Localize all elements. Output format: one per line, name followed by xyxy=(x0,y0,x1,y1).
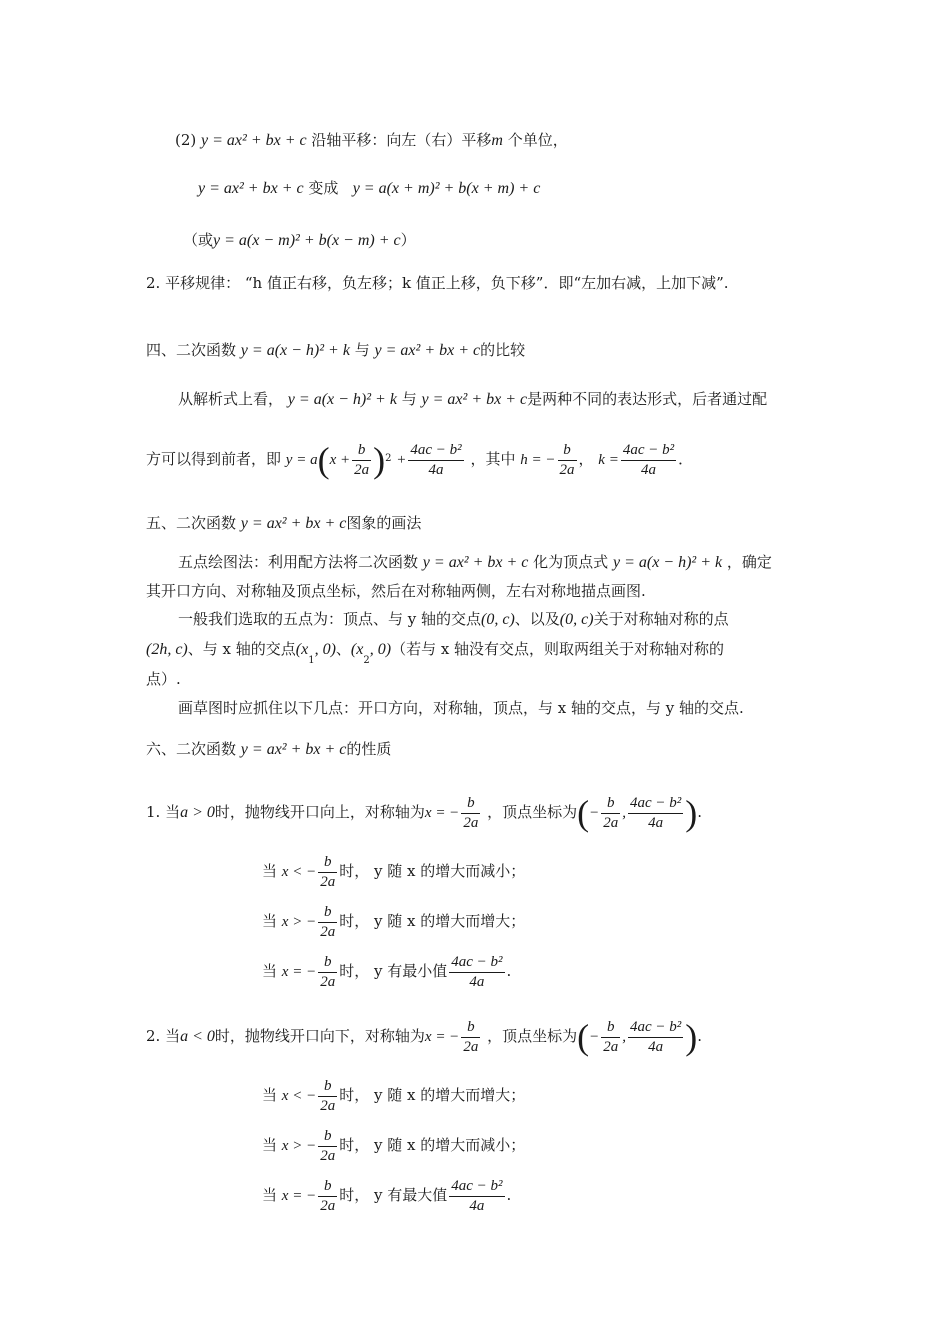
den: 2a xyxy=(559,461,575,478)
fraction xyxy=(318,953,337,992)
property-2-c xyxy=(262,1172,511,1218)
text: 当 xyxy=(262,862,278,880)
fraction xyxy=(318,903,337,942)
text: ，顶点坐标为 xyxy=(487,803,578,821)
num: 4ac − b² xyxy=(629,1018,682,1035)
property-2-a xyxy=(262,1072,525,1118)
formula: x = − xyxy=(281,964,317,980)
text: 当 xyxy=(262,1186,278,1204)
formula: x = − xyxy=(424,805,460,821)
text: ） xyxy=(400,231,416,249)
condition: a > 0 xyxy=(180,804,215,821)
den: 2a xyxy=(320,973,336,990)
text: ，其中 xyxy=(470,450,516,468)
property-2 xyxy=(146,1011,702,1061)
fraction-min xyxy=(449,953,504,992)
text: 时， xyxy=(339,1186,370,1204)
section-4-para-2 xyxy=(146,434,693,484)
section-4-para-1 xyxy=(178,389,767,410)
shift-rule-line xyxy=(175,130,568,151)
paren: ) xyxy=(685,1017,698,1057)
fraction xyxy=(318,1077,337,1116)
fraction xyxy=(318,1177,337,1216)
formula: x < − xyxy=(281,864,317,880)
formula: x < − xyxy=(281,1088,317,1104)
point: (0, c) xyxy=(481,611,515,628)
text: 、以及 xyxy=(514,610,560,628)
num: 4ac − b² xyxy=(451,953,503,970)
den: 2a xyxy=(603,1038,619,1055)
fraction-vy xyxy=(628,1018,683,1057)
num: b xyxy=(606,1018,615,1035)
text: y 随 x 的增大而减小； xyxy=(374,1136,526,1154)
section-5-para-3 xyxy=(178,609,729,630)
var-m: m xyxy=(491,132,503,149)
text: （或 xyxy=(183,231,214,249)
text: 沿轴平移：向左（右）平移 xyxy=(311,131,492,149)
text: 从解析式上看， xyxy=(178,390,284,408)
fraction-vx xyxy=(601,794,620,833)
translation-rule: 2. 平移规律： “h 值正右移，负左移；k 值正上移，负下移”．即“左加右减，上加下减”. xyxy=(146,274,729,292)
den: 4a xyxy=(408,460,463,480)
text: ． xyxy=(678,450,694,468)
den: 2a xyxy=(354,461,370,478)
section-4-heading xyxy=(146,340,525,361)
text: 方可以得到前者，即 xyxy=(146,450,282,468)
property-1-c xyxy=(262,948,511,994)
paren: ) xyxy=(685,793,698,833)
text: 与 xyxy=(401,390,417,408)
item-number: (2) xyxy=(175,131,197,149)
property-1 xyxy=(146,787,702,837)
fraction-vy xyxy=(628,794,683,833)
section-5-para-2: 其开口方向、对称轴及顶点坐标，然后在对称轴两侧，左右对称地描点画图. xyxy=(146,582,646,600)
transform-line xyxy=(198,178,540,199)
num: b xyxy=(323,1077,332,1094)
fraction-h xyxy=(558,441,577,480)
formula: , xyxy=(622,805,626,821)
standard-form: y = ax² + bx + c xyxy=(421,391,528,408)
fraction-b-2a xyxy=(352,441,371,480)
text: ， xyxy=(578,450,594,468)
text: y 随 x 的增大而增大； xyxy=(374,1086,526,1104)
standard-form: y = ax² + bx + c xyxy=(240,515,347,532)
num: b xyxy=(323,1127,332,1144)
text: 五、二次函数 xyxy=(146,514,237,532)
fraction xyxy=(318,1127,337,1166)
section-5-para-6: 画草图时应抓住以下几点：开口方向，对称轴，顶点，与 x 轴的交点，与 y 轴的交点. xyxy=(178,699,744,717)
den: 2a xyxy=(463,814,479,831)
fraction-vx xyxy=(601,1018,620,1057)
formula: y = a xyxy=(285,452,318,468)
text: 当 xyxy=(262,912,278,930)
section-5-para-5: 点）. xyxy=(146,670,181,688)
point: (x xyxy=(295,641,309,658)
text: 四、二次函数 xyxy=(146,341,237,359)
num: b xyxy=(467,794,475,811)
point: (x xyxy=(350,641,364,658)
den: 4a xyxy=(449,1196,504,1216)
text: . xyxy=(506,962,512,980)
den: 2a xyxy=(463,1038,479,1055)
den: 2a xyxy=(320,1147,336,1164)
subscript: 2 xyxy=(363,655,370,666)
fraction xyxy=(318,853,337,892)
text: 、 xyxy=(335,640,351,658)
paren: ( xyxy=(577,1017,590,1057)
formula: h = − xyxy=(520,452,556,468)
den: 2a xyxy=(320,923,336,940)
shifted-form: y = a(x + m)² + b(x + m) + c xyxy=(352,180,541,197)
num: b xyxy=(323,1177,332,1194)
text: 个单位， xyxy=(507,131,568,149)
formula: − xyxy=(589,805,600,821)
vertex-form: y = a(x − h)² + k xyxy=(240,342,350,359)
vertex-form: y = a(x − h)² + k xyxy=(612,554,723,571)
formula: + xyxy=(396,452,407,468)
text: 时， xyxy=(339,862,370,880)
text: 与 xyxy=(354,341,370,359)
den: 4a xyxy=(449,972,504,992)
condition: a < 0 xyxy=(180,1028,215,1045)
standard-form: y = ax² + bx + c xyxy=(201,132,307,149)
section-5-heading xyxy=(146,513,421,534)
formula: x = − xyxy=(281,1188,317,1204)
point: , 0) xyxy=(314,641,336,658)
fraction-max xyxy=(449,1177,504,1216)
shifted-alt-form: y = a(x − m)² + b(x − m) + c xyxy=(213,232,401,249)
text: 当 xyxy=(262,1086,278,1104)
section-5-para-4 xyxy=(146,639,725,666)
text: 2. 当 xyxy=(146,1027,181,1045)
num: b xyxy=(323,853,332,870)
text: . xyxy=(697,1027,703,1045)
text: 、与 x 轴的交点 xyxy=(187,640,296,658)
text: . xyxy=(506,1186,512,1204)
num: 4ac − b² xyxy=(410,441,462,458)
text: 是两种不同的表达形式，后者通过配 xyxy=(527,390,768,408)
text: 五点绘图法：利用配方法将二次函数 xyxy=(178,553,419,571)
property-1-a xyxy=(262,848,525,894)
num: b xyxy=(606,794,615,811)
num: 4ac − b² xyxy=(451,1177,503,1194)
text: ，顶点坐标为 xyxy=(487,1027,578,1045)
standard-form: y = ax² + bx + c xyxy=(240,741,347,758)
text: y 有最小值 xyxy=(374,962,448,980)
text: 关于对称轴对称的点 xyxy=(593,610,729,628)
text: 时， xyxy=(339,1136,370,1154)
vertex-form: y = a(x − h)² + k xyxy=(287,391,397,408)
paren: ( xyxy=(577,793,590,833)
formula: x = − xyxy=(424,1029,460,1045)
standard-form: y = ax² + bx + c xyxy=(198,180,304,197)
text: （若与 x 轴没有交点，则取两组关于对称轴对称的 xyxy=(391,640,725,658)
num: b xyxy=(323,903,332,920)
text: 的比较 xyxy=(480,341,526,359)
text: ，确定 xyxy=(726,553,772,571)
point: (2h, c) xyxy=(146,641,188,658)
text: 1. 当 xyxy=(146,803,181,821)
fraction-axis xyxy=(461,1018,480,1057)
text: 当 xyxy=(262,1136,278,1154)
formula: x > − xyxy=(281,1138,317,1154)
text: 时， xyxy=(339,962,370,980)
text: 的性质 xyxy=(346,740,392,758)
num: 4ac − b² xyxy=(622,441,675,458)
num: 4ac − b² xyxy=(629,794,682,811)
fraction-k xyxy=(408,441,463,480)
text: 当 xyxy=(262,962,278,980)
text: 图象的画法 xyxy=(346,514,422,532)
num: b xyxy=(467,1018,475,1035)
section-6-heading xyxy=(146,739,391,760)
exp: 2 xyxy=(385,453,392,464)
text: 时， xyxy=(339,912,370,930)
point: (0, c) xyxy=(559,611,594,628)
alt-transform-line xyxy=(183,230,416,251)
den: 2a xyxy=(320,1197,336,1214)
text: . xyxy=(697,803,703,821)
fraction-axis xyxy=(461,794,480,833)
den: 2a xyxy=(603,814,619,831)
paren: ) xyxy=(373,440,386,480)
property-2-b xyxy=(262,1122,525,1168)
text: 时，抛物线开口向下，对称轴为 xyxy=(214,1027,425,1045)
paren: ( xyxy=(317,440,330,480)
num: b xyxy=(357,441,366,458)
text: 时，抛物线开口向上，对称轴为 xyxy=(214,803,425,821)
den: 2a xyxy=(320,873,336,890)
formula: x > − xyxy=(281,914,317,930)
num: b xyxy=(323,953,332,970)
formula: − xyxy=(589,1029,600,1045)
point: , 0) xyxy=(369,641,392,658)
text: 时， xyxy=(339,1086,370,1104)
den: 4a xyxy=(621,460,676,480)
section-5-para-1 xyxy=(178,552,772,573)
text: 变成 xyxy=(308,179,339,197)
subscript: 1 xyxy=(308,655,315,666)
formula: x + xyxy=(329,452,351,468)
formula: k = xyxy=(598,452,619,468)
standard-form: y = ax² + bx + c xyxy=(374,342,481,359)
property-1-b xyxy=(262,898,525,944)
standard-form: y = ax² + bx + c xyxy=(422,554,529,571)
text: 化为顶点式 xyxy=(533,553,609,571)
fraction-k2 xyxy=(621,441,676,480)
num: b xyxy=(563,441,571,458)
text: 一般我们选取的五点为：顶点、与 y 轴的交点 xyxy=(178,610,482,628)
den: 4a xyxy=(628,1037,683,1057)
formula: , xyxy=(622,1029,626,1045)
text: 六、二次函数 xyxy=(146,740,237,758)
den: 4a xyxy=(628,813,683,833)
text: y 随 x 的增大而减小； xyxy=(374,862,526,880)
text: y 有最大值 xyxy=(374,1186,448,1204)
den: 2a xyxy=(320,1097,336,1114)
text: y 随 x 的增大而增大； xyxy=(374,912,526,930)
